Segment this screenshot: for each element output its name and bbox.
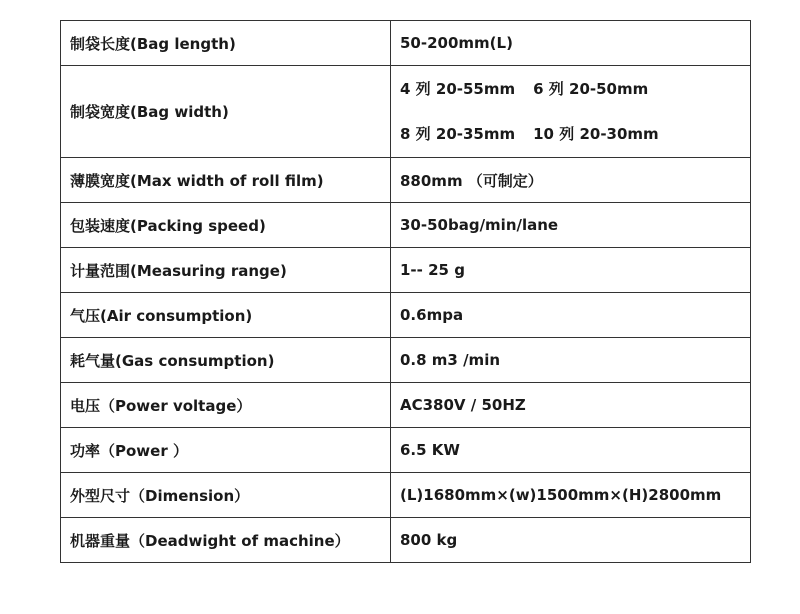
spec-label: 包装速度(Packing speed): [61, 203, 391, 248]
table-row: [61, 293, 751, 338]
bag-width-option: 6 列 20-50mm: [533, 80, 649, 98]
spec-label: 耗气量(Gas consumption): [61, 338, 391, 383]
spec-value: 0.6mpa: [391, 293, 751, 338]
table-row: [61, 383, 751, 428]
spec-label: 计量范围(Measuring range): [61, 248, 391, 293]
table-row: [61, 338, 751, 383]
bag-width-option: 10 列 20-30mm: [533, 125, 659, 143]
bag-width-line: [400, 123, 750, 145]
spec-value: 6.5 KW: [391, 428, 751, 473]
spec-value: AC380V / 50HZ: [391, 383, 751, 428]
spec-value: [391, 66, 751, 158]
bag-width-option: 4 列 20-55mm: [400, 80, 516, 98]
bag-width-option: 8 列 20-35mm: [400, 125, 516, 143]
spec-label: 外型尺寸（Dimension）: [61, 473, 391, 518]
spec-value: 50-200mm(L): [391, 21, 751, 66]
spec-value: 880mm （可制定）: [391, 158, 751, 203]
spec-value: (L)1680mm×(w)1500mm×(H)2800mm: [391, 473, 751, 518]
table-row: [61, 248, 751, 293]
spec-label: 制袋宽度(Bag width): [61, 66, 391, 158]
table-row: [61, 66, 751, 158]
spec-value: 800 kg: [391, 518, 751, 563]
table-row: [61, 473, 751, 518]
spec-label: 气压(Air consumption): [61, 293, 391, 338]
table-row: [61, 203, 751, 248]
spec-label: 制袋长度(Bag length): [61, 21, 391, 66]
bag-width-line: [400, 78, 750, 100]
table-row: [61, 21, 751, 66]
specification-table: [60, 20, 751, 563]
spec-label: 机器重量（Deadwight of machine）: [61, 518, 391, 563]
spec-value: 30-50bag/min/lane: [391, 203, 751, 248]
table-row: [61, 428, 751, 473]
spec-value: 0.8 m3 /min: [391, 338, 751, 383]
spec-label: 电压（Power voltage）: [61, 383, 391, 428]
spec-value: 1-- 25 g: [391, 248, 751, 293]
spec-label: 功率（Power ）: [61, 428, 391, 473]
table-row: [61, 518, 751, 563]
spec-label: 薄膜宽度(Max width of roll film): [61, 158, 391, 203]
table-row: [61, 158, 751, 203]
